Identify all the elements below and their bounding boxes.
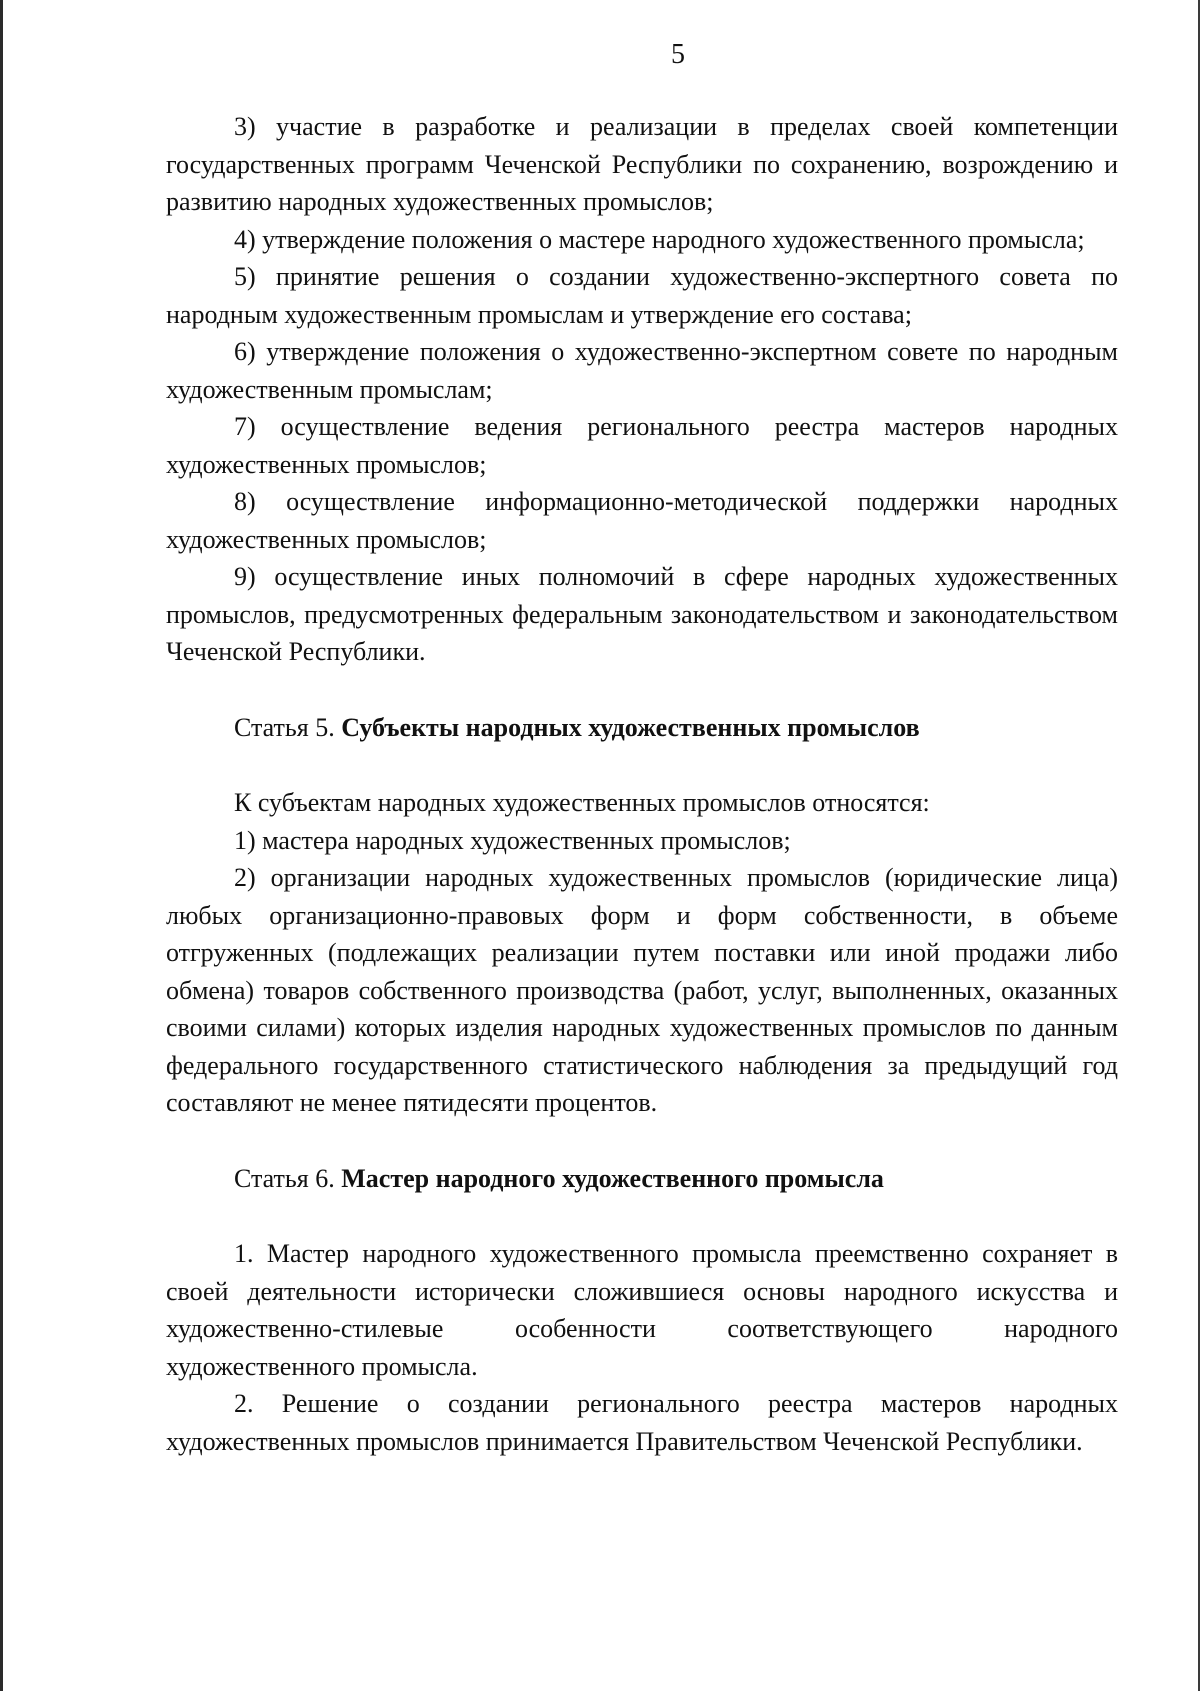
article-5-prefix: Статья 5. (234, 712, 335, 742)
article-6-heading (166, 1160, 1118, 1198)
article-6-paragraph: 2. Решение о создании регионального реестра мастеров народных художественных промыслов принимается Правительством Чеченской Республики. (166, 1389, 1118, 1456)
list-item: 9) осуществление иных полномочий в сфере народных художественных промыслов, предусмотренных федеральным законодательством и законодательством Чеченской Республики. (166, 562, 1118, 666)
article-5-heading (166, 709, 1118, 747)
article-6-paragraph: 1. Мастер народного художественного промысла преемственно сохраняет в своей деятельности исторически сложившиеся основы народного искусства и художественно-стилевые особенности соответствующего народного художественного промысла. (166, 1239, 1118, 1381)
list-item: 3) участие в разработке и реализации в пределах своей компетенции государственных программ Чеченской Республики по сохранению, возрождению и развитию народных художественных промыслов; (166, 112, 1118, 216)
article-6-prefix: Статья 6. (234, 1163, 335, 1193)
article-6-title: Мастер народного художественного промысла (341, 1163, 884, 1193)
list-item: 7) осуществление ведения регионального реестра мастеров народных художественных промыслов; (166, 412, 1118, 479)
list-item: 1) мастера народных художественных промыслов; (234, 825, 791, 855)
article-5-title: Субъекты народных художественных промыслов (341, 712, 920, 742)
list-item: 8) осуществление информационно-методической поддержки народных художественных промыслов; (166, 487, 1118, 554)
page-number: 5 (671, 39, 685, 70)
document-body (166, 108, 1118, 1460)
list-item: 2) организации народных художественных промыслов (юридические лица) любых организационно-правовых форм и форм собственности, в объеме отгруженных (подлежащих реализации путем поставки или иной продажи либо обмена) товаров собственного производства (работ, услуг, выполненных, оказанных своими силами) которых изделия народных художественных промыслов по данным федерального государственного статистического наблюдения за предыдущий год составляют не менее пятидесяти процентов. (166, 863, 1118, 1117)
article-5-intro: К субъектам народных художественных промыслов относятся: (234, 788, 930, 817)
list-item: 5) принятие решения о создании художественно-экспертного совета по народным художественным промыслам и утверждение его состава; (166, 262, 1118, 329)
list-item: 6) утверждение положения о художественно-экспертном совете по народным художественным промыслам; (166, 337, 1118, 404)
scan-left-edge (0, 0, 3, 1691)
list-item: 4) утверждение положения о мастере народного художественного промысла; (234, 224, 1085, 254)
